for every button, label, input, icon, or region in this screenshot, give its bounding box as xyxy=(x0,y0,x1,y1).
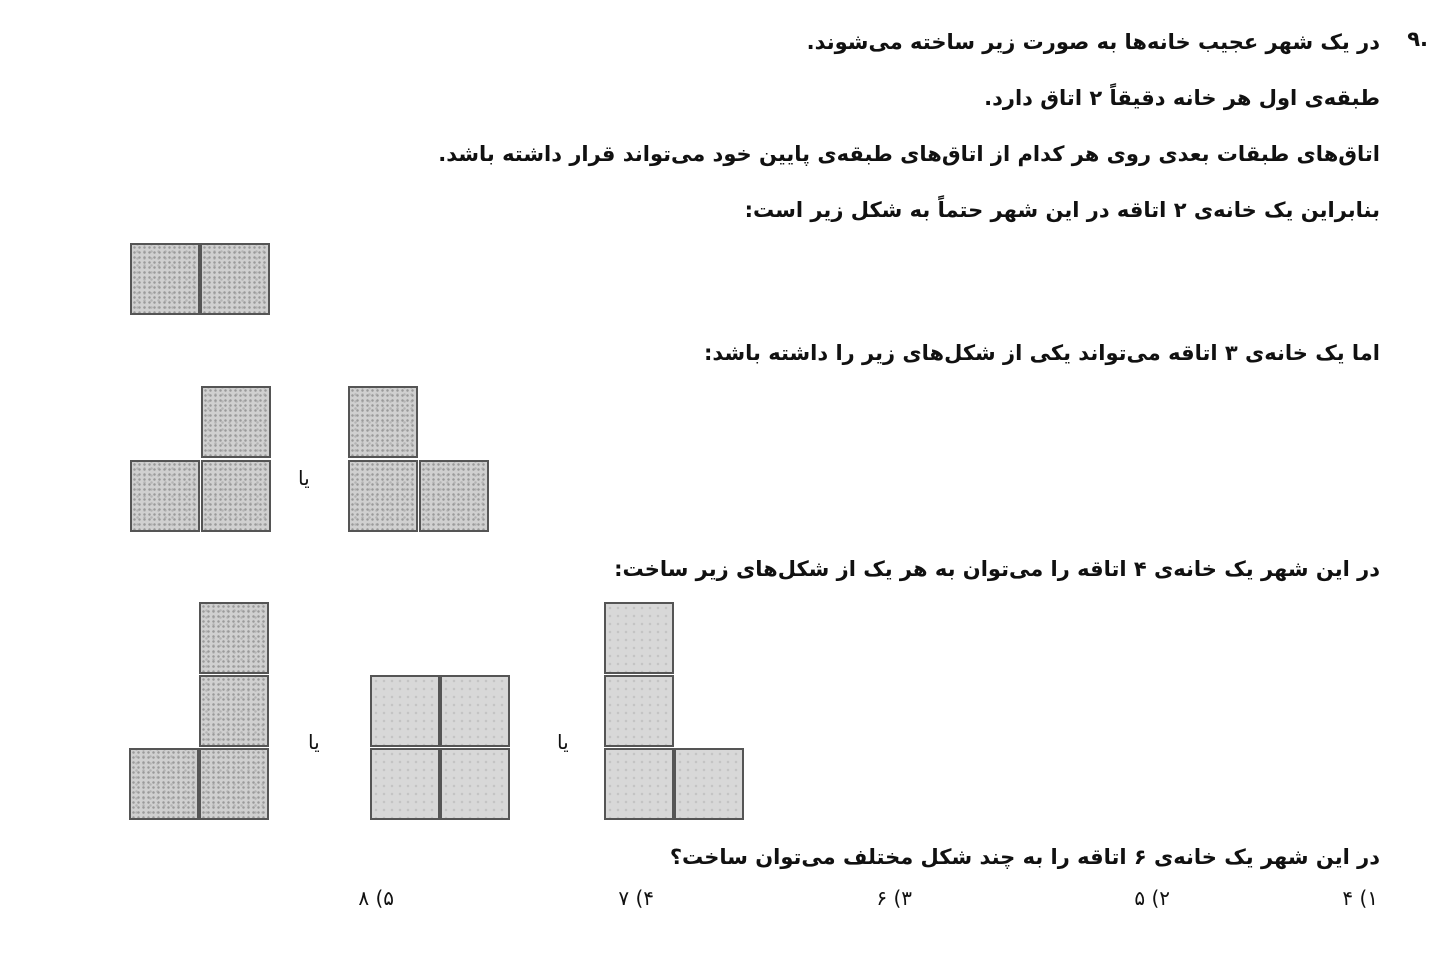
answer-option-3[interactable] xyxy=(876,886,912,910)
option-label: ۳) xyxy=(893,886,912,910)
option-label: ۱) xyxy=(1359,886,1378,910)
option-label: ۲) xyxy=(1151,886,1170,910)
or-word: یا xyxy=(298,466,310,490)
room-box xyxy=(201,386,271,458)
answer-option-1[interactable] xyxy=(1342,886,1378,910)
answer-option-5[interactable] xyxy=(358,886,394,910)
or-word: یا xyxy=(557,730,569,754)
four-room-text: در این شهر یک خانه‌ی ۴ اتاقه را می‌توان به هر یک از شکل‌های زیر ساخت: xyxy=(614,557,1380,581)
room-box xyxy=(130,243,200,315)
room-box xyxy=(200,243,270,315)
question-number: .۹ xyxy=(1407,27,1428,51)
final-question: در این شهر یک خانه‌ی ۶ اتاقه را به چند شکل مختلف می‌توان ساخت؟ xyxy=(669,845,1380,869)
room-box xyxy=(348,386,418,458)
question-line-2: طبقه‌ی اول هر خانه دقیقاً ۲ اتاق دارد. xyxy=(984,86,1380,110)
three-room-text: اما یک خانه‌ی ۳ اتاقه می‌تواند یکی از شکل‌های زیر را داشته باشد: xyxy=(703,341,1380,365)
room-box xyxy=(604,675,674,747)
question-line-1: در یک شهر عجیب خانه‌ها به صورت زیر ساخته می‌شوند. xyxy=(806,30,1380,54)
room-box xyxy=(348,460,418,532)
answer-option-4[interactable] xyxy=(618,886,654,910)
option-value: ۴ xyxy=(1342,886,1354,910)
room-box xyxy=(129,748,199,820)
option-value: ۵ xyxy=(1134,886,1146,910)
room-box xyxy=(370,675,440,747)
room-box xyxy=(440,675,510,747)
room-box xyxy=(199,748,269,820)
room-box xyxy=(604,748,674,820)
room-box xyxy=(604,602,674,674)
room-box xyxy=(440,748,510,820)
room-box xyxy=(370,748,440,820)
option-label: ۴) xyxy=(635,886,654,910)
question-line-3: اتاق‌های طبقات بعدی روی هر کدام از اتاق‌های طبقه‌ی پایین خود می‌تواند قرار داشته باشد. xyxy=(438,142,1380,166)
option-value: ۶ xyxy=(876,886,888,910)
answer-option-2[interactable] xyxy=(1134,886,1170,910)
question-line-4: بنابراین یک خانه‌ی ۲ اتاقه در این شهر حتماً به شکل زیر است: xyxy=(744,198,1380,222)
or-word: یا xyxy=(308,730,320,754)
room-box xyxy=(130,460,200,532)
option-value: ۷ xyxy=(618,886,630,910)
room-box xyxy=(201,460,271,532)
room-box xyxy=(419,460,489,532)
option-value: ۸ xyxy=(358,886,370,910)
option-label: ۵) xyxy=(375,886,394,910)
room-box xyxy=(199,675,269,747)
room-box xyxy=(199,602,269,674)
room-box xyxy=(674,748,744,820)
